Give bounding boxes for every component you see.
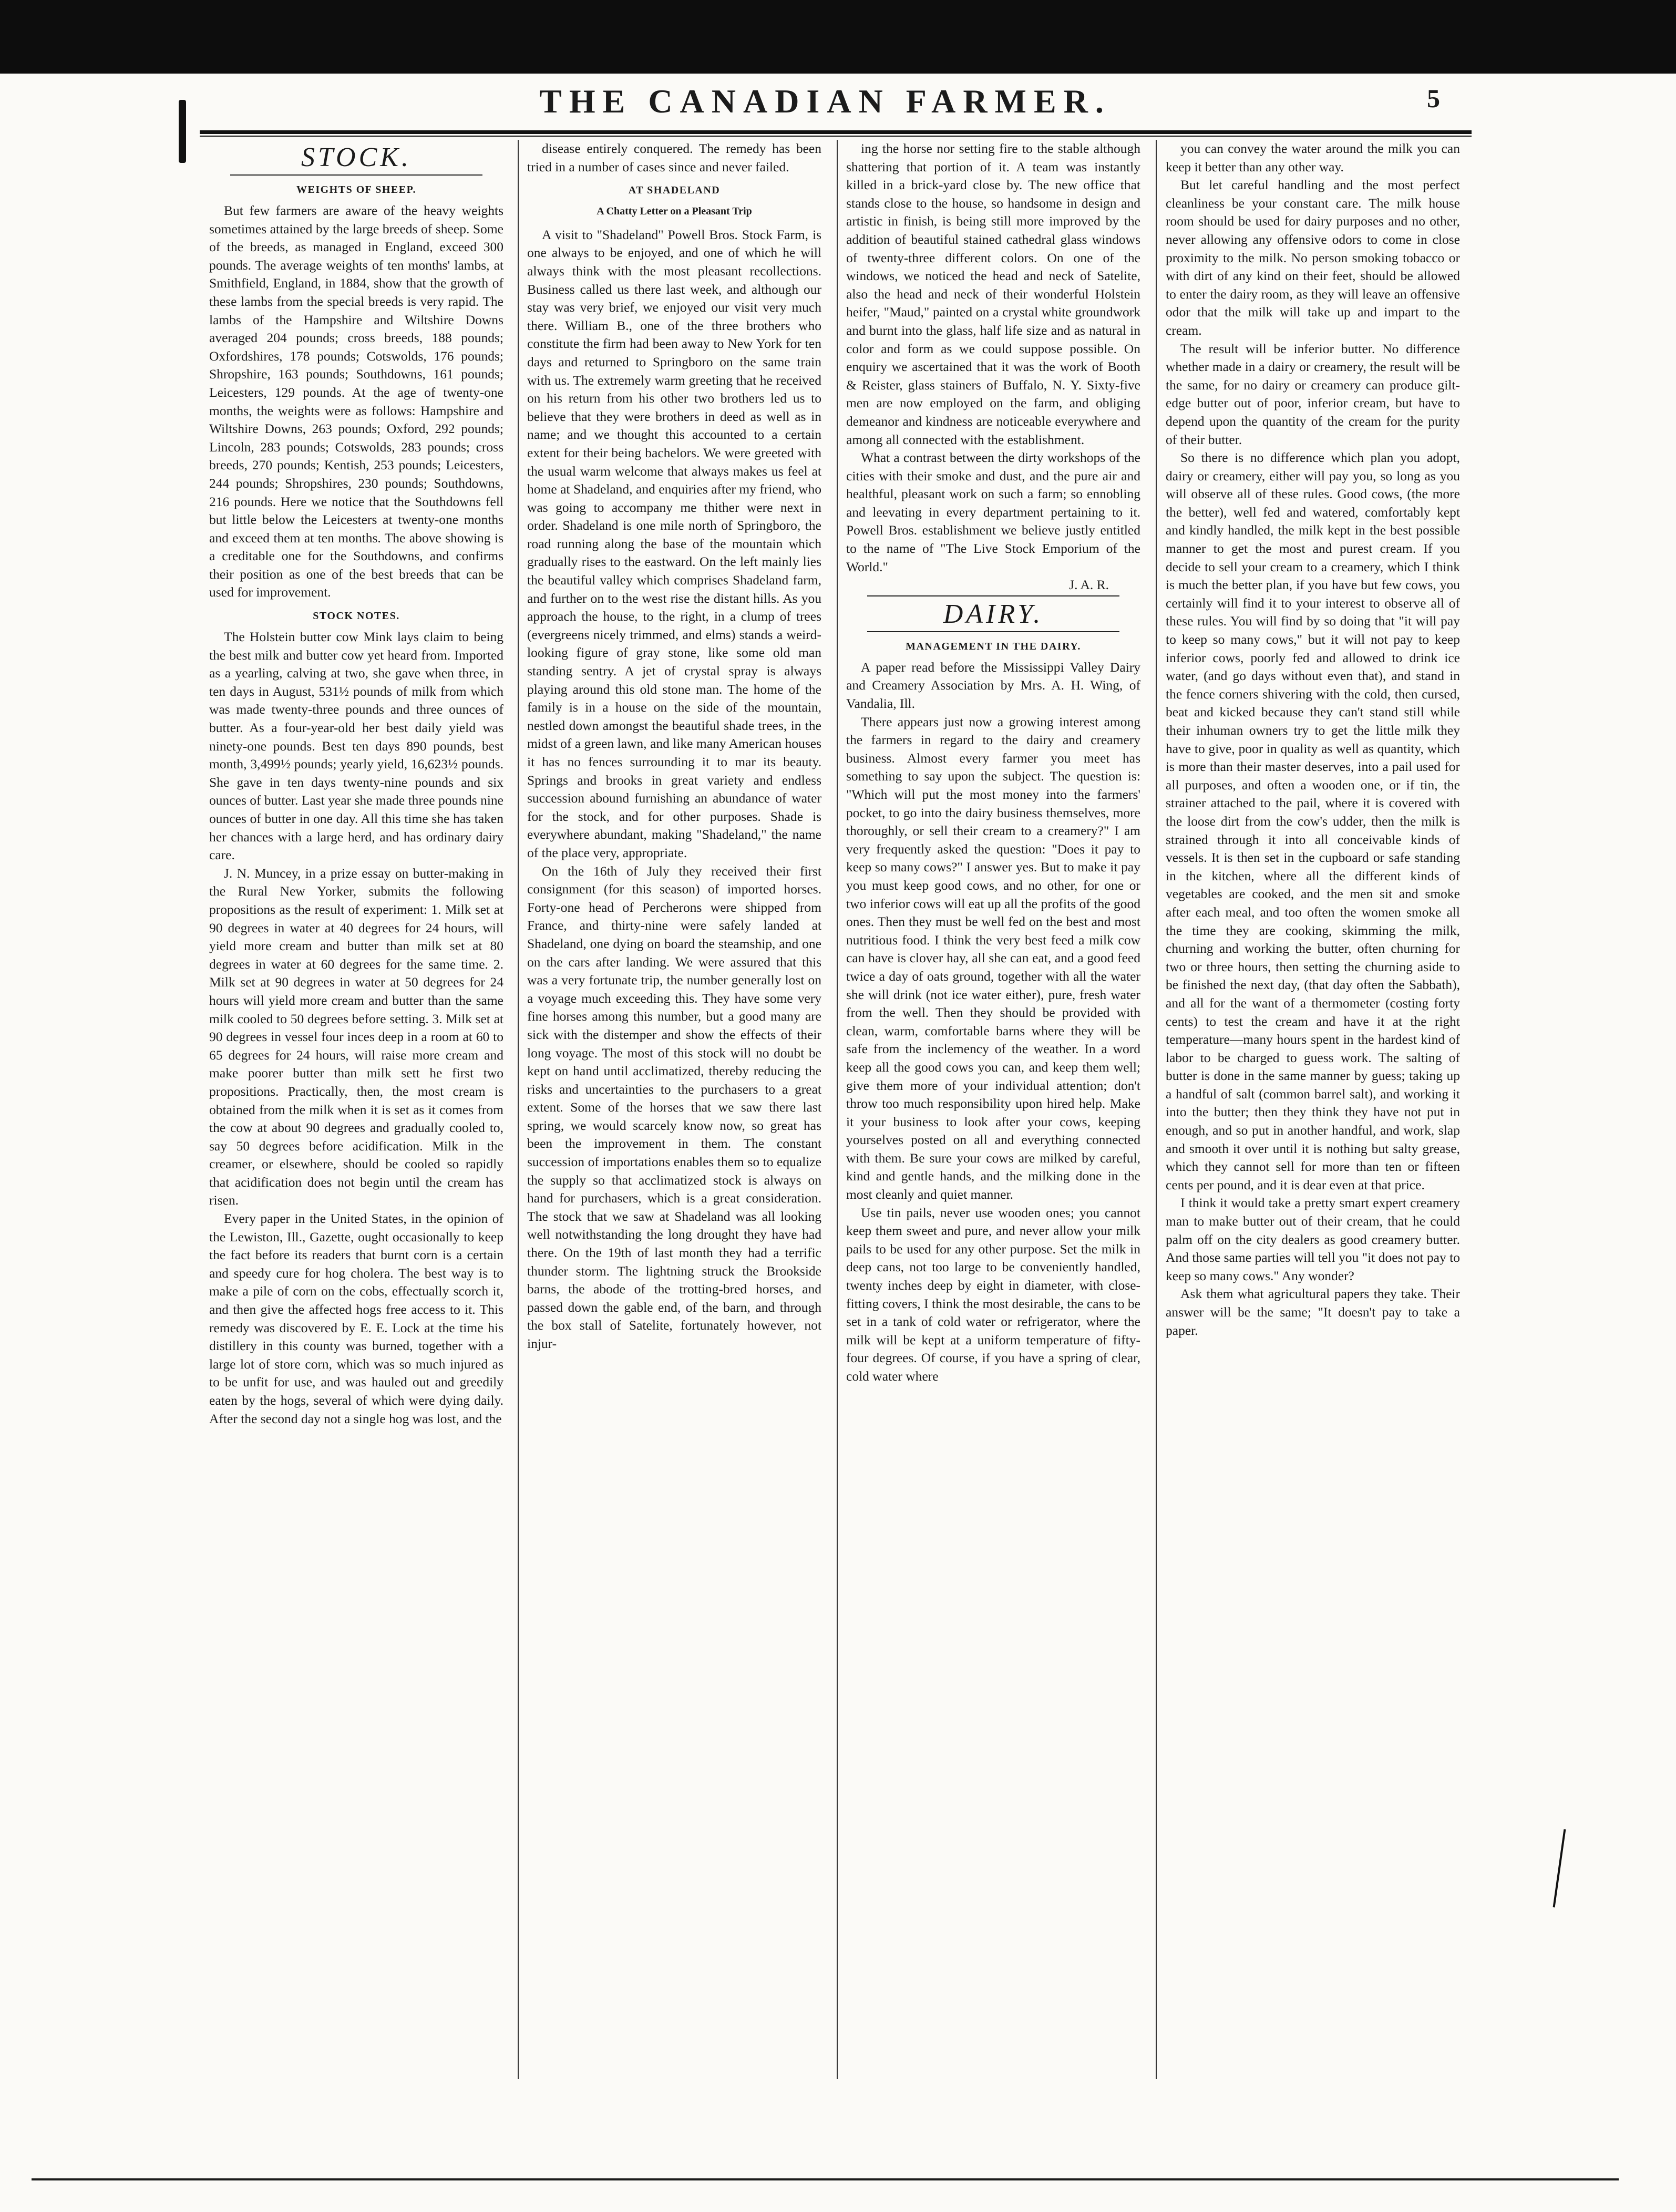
bottom-border-line (32, 2178, 1619, 2180)
section-heading-stock: STOCK. (301, 142, 412, 172)
article-paragraph: What a contrast between the dirty workshops of the cities with their smoke and dust, and the pure air and healthful, pleasant work on such a farm; so ennobling and leevating in every department pertaining to it. Powell Bros. establishment we believe justly entitled to the name of "The Live Stock Emporium of the World." (846, 450, 1140, 574)
margin-ink-stroke (1553, 1829, 1566, 1907)
article-paragraph: Every paper in the United States, in the opinion of the Lewiston, Ill., Gazette, ought occasionally to keep the fact before its readers that burnt corn is a certain and speedy cure for hog cholera. The best way is to make a pile of corn on the cobs, effectually scorch it, and then give the affected hogs free access to it. This remedy was discovered by E. E. Lock at the time his distillery in this county was burned, together with a large lot of store corn, which was so much injured as to be unfit for use, and was hauled out and greedily eaten by the hogs, several of which were dying daily. After the second day not a single hog was lost, and the (209, 1211, 503, 1426)
article-paragraph: So there is no difference which plan you adopt, dairy or creamery, either will pay you, so long as you will observe all of these rules. Good cows, (the more the better), well fed and watered, comfortably kept and kindly handled, the milk kept in the best possible manner to get the most and purest cream. If you decide to sell your cream to a creamery, which I think is much the better plan, if you have but few cows, you certainly will find it to your interest to observe all of these rules. You will find by so doing that "it will pay to keep so many cows," but it will not pay to keep inferior cows, poorly fed and allowed to drink ice water, (and go days without even that), and stand in the fence corners shivering with the cold, then cursed, beat and kicked because they can't stand still while their inhuman owners try to get the little milk they have to give, poor in quality as well as quantity, which is more than their master deserves, into a pail used for all purposes, and often a wooden one, or if tin, the strainer attached to the pail, where it is covered with the loose dirt from the cow's udder, then the milk is strained through it into all conceivable kinds of vessels. It is then set in the cupboard or safe standing in the kitchen, where all the different kinds of vegetables are cooked, and the men sit and smoke after each meal, and too often the women smoke all the time they are cooking, skimming the milk, churning and working the butter, often churning for two or three hours, then setting the churning aside to be finished the next day, (that day often the Sabbath), and all for the want of a thermometer (costing forty cents) to test the cream and have it at the right temperature—many hours spent in the hardest kind of labor to be charged to guess work. The salting of butter is done in the same manner by guess; taking up a handful of salt (common barrel salt), and working it into the butter; then they think they have not put in enough, and so put in another handful, and work, slap and smooth it over until it is nothing but salty grease, which they cannot sell for more than ten or fifteen cents per pound, and it is dear even at that price. (1166, 450, 1460, 1192)
article-paragraph: J. N. Muncey, in a prize essay on butter-making in the Rural New Yorker, submits the following propositions as the result of experiment: 1. Milk set at 90 degrees in water at 40 degrees for 24 hours, will yield more cream and butter than milk set at 80 degrees in water at 60 degrees for the same time. 2. Milk set at 90 degrees in water at 50 degrees for 24 hours will yield more cream and butter than the same milk cooled to 50 degrees before setting. 3. Milk set at 90 degrees in vessel four inces deep in a room at 60 to 65 degrees for 24 hours, will raise more cream and make poorer butter than milk sett he first two propositions. Practically, then, the most cream is obtained from the milk when it is set as it comes from the cow at about 90 degrees and gradually cooled to, say 50 degrees before acidification. Milk in the creamer, or elsewhere, should be cooled so rapidly that acidification does not begin until the cream has risen. (209, 865, 503, 1208)
article-paragraph: ing the horse nor setting fire to the stable although shattering that portion of it. A team was instantly killed in a brick-yard close by. The new office that stands close to the house, so handsome in design and artistic in finish, is being still more improved by the addition of beautiful stained cathedral glass windows of twenty-three different colors. On one of the windows, we noticed the head and neck of Satelite, also the head and neck of their wonderful Holstein heifer, "Maud," painted on a crystal white groundwork and burnt into the glass, half life size and as natural in color and form as we could suppose possible. On enquiry we ascertained that it was the work of Booth & Reister, glass stainers of Buffalo, N. Y. Sixty-five men are now employed on the farm, and obliging demeanor and kindness are noticeable everywhere and among all connected with the establishment. (846, 141, 1140, 447)
section-heading-dairy: DAIRY. (943, 599, 1044, 629)
section-rule (867, 595, 1119, 596)
column-divider (518, 140, 519, 2079)
page-number: 5 (1427, 84, 1440, 113)
article-heading: WEIGHTS OF SHEEP. (296, 184, 416, 196)
article-paragraph: The Holstein butter cow Mink lays claim to being the best milk and butter cow yet heard from. Imported as a yearling, calving at two, she gave when three, in ten days in August, 531½ pounds of milk from which was made twenty-three pounds and three ounces of butter. As a four-year-old her best daily yield was ninety-one pounds. Best ten days 890 pounds, best month, 3,499½ pounds; yearly yield, 16,623½ pounds. She gave in ten days twenty-nine pounds and six ounces of butter. Last year she made three pounds nine ounces of butter in one day. All this time she has taken her chances with a large herd, and has ordinary dairy care. (209, 629, 503, 863)
header-rule-thick (200, 130, 1472, 134)
article-paragraph: On the 16th of July they received their first consignment (for this season) of imported horses. Forty-one head of Percherons were shipped from France, and thirty-nine were safely landed at Shadeland, one dying on board the steamship, and one on the cars after landing. We were assured that this was a very fortunate trip, the number generally lost on a voyage much exceeding this. They have some very fine horses among this number, but a good many are sick with the distemper and show the effects of their long voyage. The most of this stock will no doubt be kept on hand until acclimatized, thereby reducing the risks and uncertainties to the purchasers to a great extent. Some of the horses that we saw there last spring, we would scarcely know now, so great has been the improvement in them. The constant succession of importations enables them so to equalize the supply so that acclimatized stock is always on hand for purchasers, which is a great consideration. The stock that we saw at Shadeland was all looking well notwithstanding the long drought they have had there. On the 19th of last month they had a terrific thunder storm. The lightning struck the Brookside barns, the abode of the trotting-bred horses, and passed down the gable end, of the barn, and through the box stall of Satelite, fortunately however, not injur- (527, 863, 821, 1351)
author-signature: J. A. R. (1069, 577, 1109, 593)
article-paragraph: But let careful handling and the most perfect cleanliness be your constant care. The milk house room should be used for dairy purposes and no other, never allowing any offensive odors to come in close proximity to the milk. No person smoking tobacco or with dirt of any kind on their feet, should be allowed to enter the dairy room, as they will leave an offensive odor that the milk will take up and impart to the cream. (1166, 177, 1460, 338)
column-1 (209, 140, 503, 2084)
article-paragraph: A paper read before the Mississippi Valley Dairy and Creamery Association by Mrs. A. H. Wing, of Vandalia, Ill. (846, 659, 1140, 712)
section-rule (230, 174, 482, 176)
article-paragraph: you can convey the water around the milk you can keep it better than any other way. (1166, 141, 1460, 174)
article-paragraph: The result will be inferior butter. No difference whether made in a dairy or creamery, the result will be the same, for no dairy or creamery can produce gilt-edge butter out of poor, inferior cream, but have to depend upon the quantity of the cream for the purity of their butter. (1166, 341, 1460, 447)
article-heading: MANAGEMENT IN THE DAIRY. (906, 640, 1081, 652)
article-paragraph: But few farmers are aware of the heavy weights sometimes attained by the large breeds of sheep. Some of the breeds, as managed in England, exceed 300 pounds. The average weights of ten months' lambs, at Smithfield, England, in 1884, show that the growth of these lambs from the special breeds is very rapid. The lambs of the Hampshire and Wiltshire Downs averaged 204 pounds; cross breeds, 188 pounds; Oxfordshires, 178 pounds; Cotswolds, 176 pounds; Shropshire, 163 pounds; Southdowns, 161 pounds; Leicesters, 129 pounds. At the age of twenty-one months, the weights were as follows: Hampshire and Wiltshire Downs, 263 pounds; Oxford, 292 pounds; Lincoln, 283 pounds; Cotswolds, 283 pounds; cross breeds, 270 pounds; Kentish, 253 pounds; Leicesters, 244 pounds; Shropshires, 230 pounds; Southdowns, 216 pounds. Here we notice that the Southdowns fell but little below the Leicesters at twenty-one months and exceed them at ten months. The above showing is a creditable one for the Southdowns, and confirms their position as one of the best breeds that can be used for improvement. (209, 203, 503, 600)
article-heading: AT SHADELAND (628, 184, 721, 197)
column-4 (1166, 140, 1460, 2084)
article-subheading: A Chatty Letter on a Pleasant Trip (597, 205, 752, 218)
article-paragraph: There appears just now a growing interest among the farmers in regard to the dairy and creamery business. Almost every farmer you meet has something to say upon the subject. The question is: "Which will put the most money into the farmers' pocket, to go into the dairy business themselves, more thoroughly, or sell their cream to a creamery?" I am very frequently asked the question: "Does it pay to keep so many cows?" I answer yes. But to make it pay you must keep good cows, and no other, for one or two inferior cows will eat up all the profits of the good ones. Then they must be well fed on the best and most nutritious food. I think the very best feed a milk cow can have is clover hay, all she can eat, and a good feed twice a day of oats ground, together with all the water she will drink (not ice water either), pure, fresh water from the well. Then they should be provided with clean, warm, comfortable barns where they will be safe from the inclemency of the weather. In a word keep all the good cows you can, and keep them well; give them more of your individual attention; don't throw too much responsibility upon hired help. Make it your business to look after your cows, keeping yourselves posted on all and everything connected with them. Be sure your cows are milked by careful, kind and gentle hands, and the milking done in the most cleanly and quiet manner. (846, 714, 1140, 1202)
article-paragraph: Ask them what agricultural papers they take. Their answer will be the same; "It doesn't pay to take a paper. (1166, 1286, 1460, 1338)
masthead-title: THE CANADIAN FARMER. (539, 83, 1111, 120)
article-paragraph: A visit to "Shadeland" Powell Bros. Stock Farm, is one always to be enjoyed, and one of which he will always think with the most pleasant recollections. Business called us there last week, and although our stay was very brief, we enjoyed our visit very much there. William B., one of the three brothers who constitute the firm had been away to New York for ten days and returned to Springboro on the same train with us. The extremely warm greeting that he received on his return from his other two brothers led us to believe that they were brothers in deed as well as in name; and we thought this accounted to a certain extent for their being bachelors. We were greeted with the usual warm welcome that always makes us feel at home at Shadeland, and enquiries after my friend, who was going to accompany me thither were next in order. Shadeland is one mile north of Springboro, the road running along the base of the mountain which gradually rises to the eastward. On the left mainly lies the beautiful valley which comprises Shadeland farm, and further on to the west rise the distant hills. As you approach the house, to the right, in a clump of trees (evergreens nicely trimmed, and elms) stands a weird-looking figure of gray stone, like some old man standing sentry. A jet of crystal spray is always playing around this old stone man. The home of the family is in a house on the side of the mountain, nestled down amongst the beautiful shade trees, in the midst of a green lawn, and like many American houses it has no fences surrounding it to mar its beauty. Springs and brooks in great variety and endless succession abound furnishing an abundance of water for the stock, and for other purposes. Shade is everywhere abundant, making "Shadeland," the name of the place very, appropriate. (527, 227, 821, 860)
header-rule-thin (200, 136, 1472, 137)
column-divider (837, 140, 838, 2079)
column-2 (527, 140, 821, 2084)
article-paragraph: disease entirely conquered. The remedy has been tried in a number of cases since and never failed. (527, 141, 821, 174)
article-paragraph: I think it would take a pretty smart expert creamery man to make butter out of their cream, that he could palm off on the city dealers as good creamery butter. And those same parties will tell you "it does not pay to keep so many cows." Any wonder? (1166, 1195, 1460, 1283)
column-3 (846, 140, 1140, 2084)
article-paragraph: Use tin pails, never use wooden ones; you cannot keep them sweet and pure, and never allow your milk pails to be used for any other purpose. Set the milk in deep cans, not too large to be conveniently handled, twenty inches deep by eight in diameter, with close-fitting covers, I think the most desirable, the cans to be set in a tank of cold water or refrigerator, where the milk will be kept at a uniform temperature of fifty-four degrees. Of course, if you have a spring of clear, cold water where (846, 1205, 1140, 1384)
article-heading: STOCK NOTES. (313, 610, 400, 622)
masthead (210, 78, 1440, 125)
column-divider (1156, 140, 1157, 2079)
top-dark-border (0, 0, 1676, 74)
margin-ink-mark (179, 100, 186, 163)
section-rule (867, 631, 1119, 632)
